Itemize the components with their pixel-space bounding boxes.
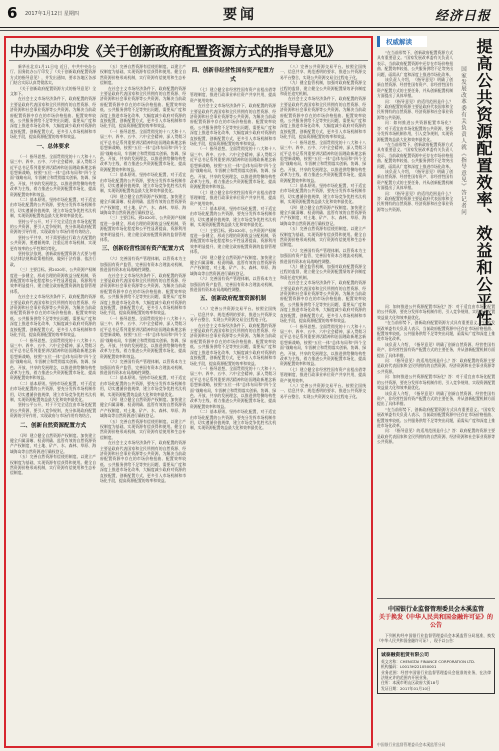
- article-paragraph: 在社会主义市场经济条件下，政府配置的资源主要是政府代表国家和全民所拥有的自然资源、经济资源和社会事业资源等公共资源。为解决当前政府配置资源中存在的市场价格扭曲、配置效率较低、公共服务供给不足等突出问题，需要从广度和深度上推进市场化改革，大幅度减少政府对资源的直接配置，创新配置方式，更多引入市场机制和市场化手段，提高资源配置的效率和效益。: [100, 440, 186, 484]
- page-number: 6: [7, 4, 18, 22]
- article-paragraph: （六）完善国有资产管理体制。以管资本为主加强国有资产监管，完善国有资本合理流动机制，推进国有资本布局战略性调整。: [100, 256, 186, 273]
- article-paragraph: （三）主要目标。到2020年，公共资源产权制度进一步健全，形成合理的资源收益分配机制，资源配置的市场化程度和公平性显著提高，资源利用效率明显提升，建立健全政府配置资源的监督管理体系。: [100, 215, 186, 242]
- notice-licence-box: [377, 648, 495, 694]
- article-paragraph: （七）建立健全非经营性国有资产出租出借等管理制度，推进行政事业单位资产共享共用，提高资产使用效率。: [190, 87, 276, 103]
- header-divider: [0, 30, 499, 31]
- article-paragraph: （一）指导思想。全面贯彻党的十八大和十八届三中、四中、五中、六中全会精神，深入贯彻习近平总书记系列重要讲话精神和治国理政新理念新思想新战略，按照“五位一体”总体布局和“四个全面”战略布局，牢固树立和贯彻落实创新、协调、绿色、开放、共享的发展理念，以推进供给侧结构性改革为主线，着力推进公共资源配置市场化，提高资源配置效率和效益。: [190, 146, 276, 190]
- article-column-1: [10, 64, 96, 744]
- section-heading: 一、总体要求: [36, 143, 70, 150]
- article-paragraph: （六）完善国有资产管理体制。以管资本为主加强国有资产监管，完善国有资本合理流动机制，推进国有资本布局战略性调整。: [100, 359, 186, 375]
- article-paragraph: （六）完善国有资产管理体制。以管资本为主加强国有资产监管，完善国有资本合理流动机制，推进国有资本布局战略性调整。: [190, 276, 276, 293]
- article-column-2: [100, 64, 186, 744]
- page-header: [0, 0, 499, 28]
- article-paragraph: （三）主要目标。到2020年，公共资源产权制度进一步健全，形成合理的资源收益分配机制，资源配置的市场化程度和公平性显著提高，资源利用效率明显提升，建立健全政府配置资源的监督管理体系。: [10, 267, 96, 294]
- article-paragraph: （五）完善自然资源有偿使用制度。以建立产权制度为基础，实现资源有偿获得和使用。健全自然资源价格形成机制，实行资源有偿使用和生态补偿制度。: [280, 226, 366, 248]
- article-paragraph: 在社会主义市场经济条件下，政府配置的资源主要是政府代表国家和全民所拥有的自然资源、经济资源和社会事业资源等公共资源。为解决当前政府配置资源中存在的市场价格扭曲、配置效率较低、公共服务供给不足等突出问题，需要从广度和深度上推进市场化改革，大幅度减少政府对资源的直接配置，创新配置方式，更多引入市场机制和市场化手段，提高资源配置的效率和效益。: [280, 96, 366, 140]
- article-paragraph: （二）基本原则。坚持市场化配置，对于适宜由市场化配置的公共资源，要充分发挥市场机制作用，切实遵循价值规律，建立市场竞争优胜劣汰机制，实现资源配置效益最大化和效率最优化。: [190, 205, 276, 228]
- newspaper-masthead: 经济日报: [434, 9, 491, 24]
- article-paragraph: （一）指导思想。全面贯彻党的十八大和十八届三中、四中、五中、六中全会精神，深入贯彻习近平总书记系列重要讲话精神和治国理政新理念新思想新战略，按照“五位一体”总体布局和“四个全面”战略布局，牢固树立和贯彻落实创新、协调、绿色、开放、共享的发展理念，以推进供给侧结构性改革为主线，着力推进公共资源配置市场化，提高资源配置效率和效益。: [10, 337, 96, 381]
- article-paragraph: （六）完善国有资产管理体制。以管资本为主加强国有资产监管，完善国有资本合理流动机制，推进国有资本布局战略性调整。: [280, 247, 366, 264]
- article-paragraph: （一）指导思想。全面贯彻党的十八大和十八届三中、四中、五中、六中全会精神，深入贯彻习近平总书记系列重要讲话精神和治国理政新理念新思想新战略，按照“五位一体”总体布局和“四个全面”战略布局，牢固树立和贯彻落实创新、协调、绿色、开放、共享的发展理念，以推进供给侧结构性改革为主线，着力推进公共资源配置市场化，提高资源配置效率和效益。: [100, 315, 186, 359]
- commentary-tag: [377, 36, 427, 47]
- notice-title-line-1: 中国银行业监督管理委员会本溪监管: [387, 606, 484, 613]
- article-paragraph: （一）指导思想。全面贯彻党的十八大和十八届三中、四中、五中、六中全会精神，深入贯彻习近平总书记系列重要讲话精神和治国理政新理念新思想新战略，按照“五位一体”总体布局和“四个全面”战略布局，牢固树立和贯彻落实创新、协调、绿色、开放、共享的发展理念，以推进供给侧结构性改革为主线，着力推进公共资源配置市场化，提高资源配置效率和效益。: [10, 153, 96, 197]
- article-paragraph: （二）基本原则。坚持市场化配置，对于适宜由市场化配置的公共资源，要充分发挥市场机制作用，切实遵循价值规律，建立市场竞争优胜劣汰机制，实现资源配置效益最大化和效率最优化。: [190, 409, 276, 431]
- article-paragraph: （一）指导思想。全面贯彻党的十八大和十八届三中、四中、五中、六中全会精神，深入贯彻习近平总书记系列重要讲话精神和治国理政新理念新思想新战略，按照“五位一体”总体布局和“四个全面”战略布局，牢固树立和贯彻落实创新、协调、绿色、开放、共享的发展理念，以推进供给侧结构性改革为主线，着力推进公共资源配置市场化，提高资源配置效率和效益。: [280, 323, 366, 367]
- article-paragraph: （四）建立健全自然资源产权制度。加快建立健全归属清晰、权责明确、监管有效的自然资源资产产权制度，对土地、矿产、水、森林、草原、海域海岛等自然资源进行确权登记。: [10, 432, 96, 454]
- article-paragraph: 在社会主义市场经济条件下，政府配置的资源主要是政府代表国家和全民所拥有的自然资源、经济资源和社会事业资源等公共资源。为解决当前政府配置资源中存在的市场价格扭曲、配置效率较低、公共服务供给不足等突出问题，需要从广度和深度上推进市场化改革，大幅度减少政府对资源的直接配置，创新配置方式，更多引入市场机制和市场化手段，提高资源配置的效率和效益。: [190, 103, 276, 147]
- bank-notice: [377, 606, 495, 746]
- section-heading: 四、创新非经营性国有资产配置方式: [191, 68, 275, 83]
- main-article: [4, 36, 373, 748]
- article-paragraph: 《关于创新政府配置资源方式的指导意见》全文如下。: [10, 85, 96, 97]
- article-paragraph: 在社会主义市场经济条件下，政府配置的资源主要是政府代表国家和全民所拥有的自然资源、经济资源和社会事业资源等公共资源。为解决当前政府配置资源中存在的市场价格扭曲、配置效率较低、公共服务供给不足等突出问题，需要从广度和深度上推进市场化改革，大幅度减少政府对资源的直接配置，创新配置方式，更多引入市场机制和市场化手段，提高资源配置的效率和效益。: [190, 322, 276, 366]
- article-paragraph: （四）建立健全自然资源产权制度。加快建立健全归属清晰、权责明确、监管有效的自然资源资产产权制度，对土地、矿产、水、森林、草原、海域海岛等自然资源进行确权登记。: [100, 396, 186, 419]
- article-paragraph: 坚持公平公开，对于不完全适宜由市场化配置的公共资源，要引入竞争规则，充分体现政府配置资源的引导作用，实现政府与市场作用有效结合。: [10, 218, 96, 235]
- article-paragraph: 坚持公平共享，对于需要通过行政方式配置的公共资源，要遵循规律，注重运用市场机制，实现更有效率的公平性和均等化。: [10, 234, 96, 251]
- article-paragraph: 在社会主义市场经济条件下，政府配置的资源主要是政府代表国家和全民所拥有的自然资源、经济资源和社会事业资源等公共资源。为解决当前政府配置资源中存在的市场价格扭曲、配置效率较低、公共服务供给不足等突出问题，需要从广度和深度上推进市场化改革，大幅度减少政府对资源的直接配置，创新配置方式，更多引入市场机制和市场化手段，提高资源配置的效率和效益。: [100, 85, 186, 129]
- commentary-paragraph: 问：《指导意见》的适用范围是什么？答：政府配置的资源主要是政府代表国家和全民所拥有的自然资源、经济资源和社会事业资源等公共资源。: [377, 190, 453, 212]
- article-paragraph: 新华社北京1月11日电 近日，中共中央办公厅、国务院办公厅印发了《关于创新政府配置资源方式的指导意见》，并发出通知，要求各地区各部门结合实际认真贯彻落实。: [10, 64, 96, 86]
- article-paragraph: （八）完善公共资源交易平台。按照全国统一、信息共享、规范透明的要求，推进公共资源交易平台整合，实现公共资源交易全过程电子化。: [280, 64, 366, 80]
- article-paragraph: （一）指导思想。全面贯彻党的十八大和十八届三中、四中、五中、六中全会精神，深入贯彻习近平总书记系列重要讲话精神和治国理政新理念新思想新战略，按照“五位一体”总体布局和“四个全面”战略布局，牢固树立和贯彻落实创新、协调、绿色、开放、共享的发展理念，以推进供给侧结构性改革为主线，着力推进公共资源配置市场化，提高资源配置效率和效益。: [280, 139, 366, 183]
- article-paragraph: （九）健全监管机制，加强对政府配置资源全过程的监督，建立健全公共资源配置绩效评价制度和责任追究机制。: [280, 80, 366, 97]
- section-title: 要闻: [223, 7, 257, 23]
- article-paragraph: （五）完善自然资源有偿使用制度。以建立产权制度为基础，实现资源有偿获得和使用。健全自然资源价格形成机制，实行资源有偿使用和生态补偿制度。: [10, 454, 96, 476]
- commentary-paragraph: 问：《指导意见》的适用范围是什么？答：政府配置的资源主要是政府代表国家和全民所拥有的自然资源、经济资源和社会事业资源等公共资源。: [377, 358, 495, 374]
- notice-divider: [377, 598, 495, 599]
- article-paragraph: （七）建立健全非经营性国有资产出租出借等管理制度，推进行政事业单位资产共享共用，提高资产使用效率。: [280, 366, 366, 383]
- section-heading: 二、创新自然资源配置方式: [19, 422, 86, 429]
- article-paragraph: （三）主要目标。到2020年，公共资源产权制度进一步健全，形成合理的资源收益分配机制，资源配置的市场化程度和公平性显著提高，资源利用效率明显提升，建立健全政府配置资源的监督管理体系。: [190, 227, 276, 255]
- article-paragraph: 在社会主义市场经济条件下，政府配置的资源主要是政府代表国家和全民所拥有的自然资源、经济资源和社会事业资源等公共资源。为解决当前政府配置资源中存在的市场价格扭曲、配置效率较低、公共服务供给不足等突出问题，需要从广度和深度上推进市场化改革，大幅度减少政府对资源的直接配置，创新配置方式，更多引入市场机制和市场化手段，提高资源配置的效率和效益。: [10, 96, 96, 140]
- commentary-paragraph: 该负责人介绍，《指导意见》明确了创新自然资源、经营性国有资产、非经营性国有资产配置方式的主要任务，并从创新配置机制方面提出了具体举措。: [377, 168, 453, 191]
- notice-body: 下列机构经中国银行业监督管理委员会本溪监管分局批准，换发《中华人民共和国金融许可证》，现予以公告：: [377, 633, 495, 644]
- article-paragraph: （一）指导思想。全面贯彻党的十八大和十八届三中、四中、五中、六中全会精神，深入贯彻习近平总书记系列重要讲话精神和治国理政新理念新思想新战略，按照“五位一体”总体布局和“四个全面”战略布局，牢固树立和贯彻落实创新、协调、绿色、开放、共享的发展理念，以推进供给侧结构性改革为主线，着力推进公共资源配置市场化，提高资源配置效率和效益。: [100, 128, 186, 172]
- commentary-paragraph: “在当前形势下，创新政府配置资源方式具有重要意义。”国家发展改革委有关负责人表示，当前政府配置资源中还存在市场价格扭曲、配置效率较低、公共服务供给不足等突出问题，亟需从广度和深度上推进市场化改革。: [377, 50, 453, 77]
- commentary-panel: [377, 36, 495, 748]
- article-paragraph: （七）建立健全非经营性国有资产出租出借等管理制度，推进行政事业单位资产共享共用，提高资产使用效率。: [190, 189, 276, 206]
- article-paragraph: （九）健全监管机制，加强对政府配置资源全过程的监督，建立健全公共资源配置绩效评价制度和责任追究机制。: [280, 264, 366, 280]
- article-paragraph: （八）完善公共资源交易平台。按照全国统一、信息共享、规范透明的要求，推进公共资源交易平台整合，实现公共资源交易全过程电子化。: [280, 382, 366, 399]
- article-paragraph: （二）基本原则。坚持市场化配置，对于适宜由市场化配置的公共资源，要充分发挥市场机制作用，切实遵循价值规律，建立市场竞争优胜劣汰机制，实现资源配置效益最大化和效率最优化。: [100, 375, 186, 397]
- article-paragraph: 坚持公平公开，对于不完全适宜由市场化配置的公共资源，要引入竞争规则，充分体现政府配置资源的引导作用，实现政府与市场作用有效结合。: [10, 402, 96, 419]
- article-paragraph: （一）指导思想。全面贯彻党的十八大和十八届三中、四中、五中、六中全会精神，深入贯彻习近平总书记系列重要讲话精神和治国理政新理念新思想新战略，按照“五位一体”总体布局和“四个全面”战略布局，牢固树立和贯彻落实创新、协调、绿色、开放、共享的发展理念，以推进供给侧结构性改革为主线，着力推进公共资源配置市场化，提高资源配置效率和效益。: [190, 365, 276, 409]
- article-paragraph: （二）基本原则。坚持市场化配置，对于适宜由市场化配置的公共资源，要充分发挥市场机制作用，切实遵循价值规律，建立市场竞争优胜劣汰机制，实现资源配置效益最大化和效率最优化。: [10, 196, 96, 219]
- commentary-paragraph: 问：如何推进公共资源配置市场化？答：对于适宜由市场化配置的公共资源，要充分发挥市场机制作用，引入竞争规则，实现资源配置效益最大化和效率最优化。: [377, 374, 495, 391]
- article-column-3: [190, 64, 276, 744]
- commentary-tag-label: 权威解读: [386, 38, 412, 46]
- commentary-paragraph: 该负责人介绍，《指导意见》明确了创新自然资源、经营性国有资产、非经营性国有资产配置方式的主要任务，并从创新配置机制方面提出了具体举措。: [377, 390, 495, 407]
- licence-line: 发证日期：2017年01月10日: [381, 685, 431, 691]
- article-paragraph: （四）建立健全自然资源产权制度。加快建立健全归属清晰、权责明确、监管有效的自然资源资产产权制度，对土地、矿产、水、森林、草原、海域海岛等自然资源进行确权登记。: [100, 193, 186, 215]
- article-paragraph: （五）完善自然资源有偿使用制度。以建立产权制度为基础，实现资源有偿获得和使用。健全自然资源价格形成机制，实行资源有偿使用和生态补偿制度。: [100, 418, 186, 440]
- licence-company-name: 诚泰融资租赁有限公司: [381, 652, 429, 658]
- commentary-paragraph: “在当前形势下，创新政府配置资源方式具有重要意义。”国家发展改革委有关负责人表示，当前政府配置资源中还存在市场价格扭曲、配置效率较低、公共服务供给不足等突出问题，亟需从广度和深度上推进市场化改革。: [377, 406, 495, 428]
- article-paragraph: 在社会主义市场经济条件下，政府配置的资源主要是政府代表国家和全民所拥有的自然资源、经济资源和社会事业资源等公共资源。为解决当前政府配置资源中存在的市场价格扭曲、配置效率较低、公共服务供给不足等突出问题，需要从广度和深度上推进市场化改革，大幅度减少政府对资源的直接配置，创新配置方式，更多引入市场机制和市场化手段，提高资源配置的效率和效益。: [100, 272, 186, 316]
- article-paragraph: （二）基本原则。坚持市场化配置，对于适宜由市场化配置的公共资源，要充分发挥市场机制作用，切实遵循价值规律，建立市场竞争优胜劣汰机制，实现资源配置效益最大化和效率最优化。: [10, 380, 96, 402]
- article-paragraph: （四）建立健全自然资源产权制度。加快建立健全归属清晰、权责明确、监管有效的自然资源资产产权制度，对土地、矿产、水、森林、草原、海域海岛等自然资源进行确权登记。: [190, 254, 276, 276]
- article-paragraph: （五）完善自然资源有偿使用制度。以建立产权制度为基础，实现资源有偿获得和使用。健全自然资源价格形成机制，实行资源有偿使用和生态补偿制度。: [100, 64, 186, 86]
- section-heading: 三、创新经营性国有资产配置方式: [101, 246, 185, 253]
- commentary-paragraph: 问：如何推进公共资源配置市场化？答：对于适宜由市场化配置的公共资源，要充分发挥市场机制作用，引入竞争规则，实现资源配置效益最大化和效率最优化。: [377, 120, 453, 142]
- notice-footer: 中国银行业监督管理委员会本溪监管分局: [377, 742, 446, 747]
- section-heading: 五、创新政府配置资源机制: [199, 296, 266, 303]
- article-paragraph: （四）建立健全自然资源产权制度。加快建立健全归属清晰、权责明确、监管有效的自然资源资产产权制度，对土地、矿产、水、森林、草原、海域海岛等自然资源进行确权登记。: [280, 204, 366, 226]
- article-column-4: [280, 64, 366, 744]
- article-paragraph: （二）基本原则。坚持市场化配置，对于适宜由市场化配置的公共资源，要充分发挥市场机制作用，切实遵循价值规律，建立市场竞争优胜劣汰机制，实现资源配置效益最大化和效率最优化。: [280, 182, 366, 205]
- article-paragraph: （八）完善公共资源交易平台。按照全国统一、信息共享、规范透明的要求，推进公共资源交易平台整合，实现公共资源交易全过程电子化。: [190, 306, 276, 323]
- commentary-paragraph: 该负责人介绍，《指导意见》明确了创新自然资源、经营性国有资产、非经营性国有资产配置方式的主要任务，并从创新配置机制方面提出了具体举措。: [377, 77, 453, 99]
- commentary-headline: 提高公共资源配置效率、效益和公平性: [474, 38, 493, 327]
- article-paragraph: （二）基本原则。坚持市场化配置，对于适宜由市场化配置的公共资源，要充分发挥市场机制作用，切实遵循价值规律，建立市场竞争优胜劣汰机制，实现资源配置效益最大化和效率最优化。: [100, 172, 186, 194]
- article-headline: 中办国办印发《关于创新政府配置资源方式的指导意见》: [10, 44, 340, 60]
- commentary-paragraph: 该负责人介绍，《指导意见》明确了创新自然资源、经营性国有资产、非经营性国有资产配置方式的主要任务，并从创新配置机制方面提出了具体举措。: [377, 341, 495, 358]
- commentary-column-bottom: [377, 304, 495, 584]
- article-paragraph: 在社会主义市场经济条件下，政府配置的资源主要是政府代表国家和全民所拥有的自然资源、经济资源和社会事业资源等公共资源。为解决当前政府配置资源中存在的市场价格扭曲、配置效率较低、公共服务供给不足等突出问题，需要从广度和深度上推进市场化改革，大幅度减少政府对资源的直接配置，创新配置方式，更多引入市场机制和市场化手段，提高资源配置的效率和效益。: [280, 280, 366, 324]
- headline-rule: [9, 60, 368, 61]
- licence-line: 住所：本溪市明山区政府大街18号: [381, 680, 439, 686]
- commentary-paragraph: “在当前形势下，创新政府配置资源方式具有重要意义。”国家发展改革委有关负责人表示，当前政府配置资源中还存在市场价格扭曲、配置效率较低、公共服务供给不足等突出问题，亟需从广度和深度上推进市场化改革。: [377, 320, 495, 342]
- commentary-column-top: [377, 50, 453, 300]
- commentary-byline: 国家发展改革委有关负责人就《指导意见》答记者问: [460, 66, 466, 216]
- commentary-paragraph: “在当前形势下，创新政府配置资源方式具有重要意义。”国家发展改革委有关负责人表示，当前政府配置资源中还存在市场价格扭曲、配置效率较低、公共服务供给不足等突出问题，亟需从广度和深度上推进市场化改革。: [377, 141, 453, 169]
- article-paragraph: 坚持依法依规，创新政府配置资源方式要与相关法律法规和政策相衔接，做到于法有据、依法行政。: [10, 251, 96, 267]
- licence-line: 机构编码：L0013H221050001: [381, 664, 437, 670]
- commentary-paragraph: 问：《指导意见》的适用范围是什么？答：政府配置的资源主要是政府代表国家和全民所拥有的自然资源、经济资源和社会事业资源等公共资源。: [377, 98, 453, 120]
- notice-title-line-2: 关于换发《中华人民共和国金融许可证》的公告: [378, 614, 493, 629]
- commentary-paragraph: 问：《指导意见》的适用范围是什么？答：政府配置的资源主要是政府代表国家和全民所拥有的自然资源、经济资源和社会事业资源等公共资源。: [377, 428, 495, 445]
- licence-line: 英文名称：CHENGTAI FINANCE CORPORATION LTD.: [381, 658, 476, 664]
- commentary-paragraph: 问：如何推进公共资源配置市场化？答：对于适宜由市场化配置的公共资源，要充分发挥市场机制作用，引入竞争规则，实现资源配置效益最大化和效率最优化。: [377, 304, 495, 320]
- article-paragraph: 在社会主义市场经济条件下，政府配置的资源主要是政府代表国家和全民所拥有的自然资源、经济资源和社会事业资源等公共资源。为解决当前政府配置资源中存在的市场价格扭曲、配置效率较低、公共服务供给不足等突出问题，需要从广度和深度上推进市场化改革，大幅度减少政府对资源的直接配置，创新配置方式，更多引入市场机制和市场化手段，提高资源配置的效率和效益。: [10, 294, 96, 338]
- date-line: 2017年1月12日 星期四: [25, 11, 79, 17]
- licence-line: 业务范围：经营中国银行业监督管理委员会批准的业务，在法律法规允许的范围内开展业务。: [381, 669, 491, 681]
